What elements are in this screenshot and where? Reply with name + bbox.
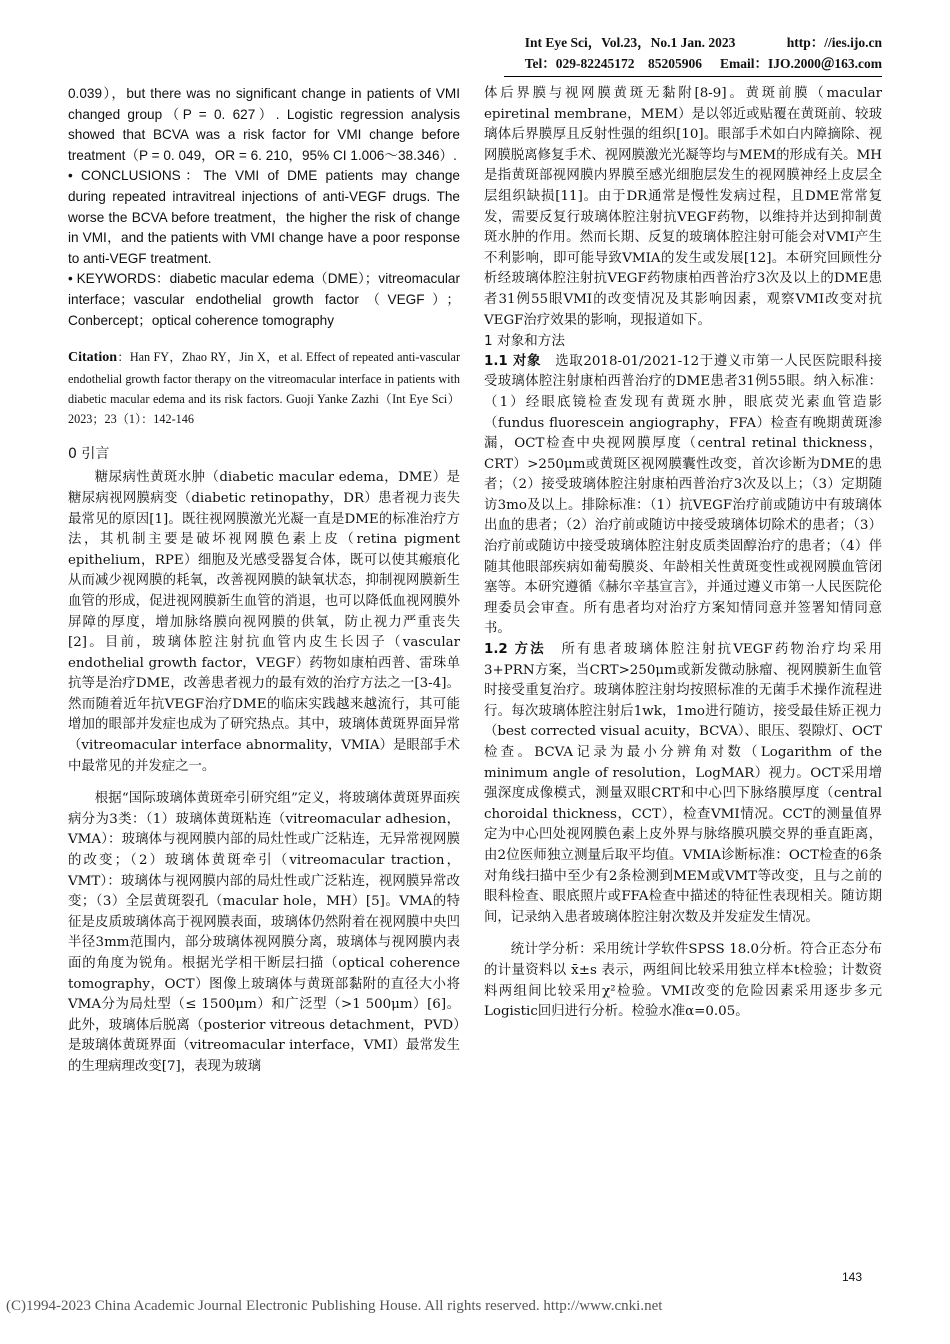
left-column [68, 84, 460, 1078]
methods-heading: 1 对象和方法 [484, 333, 565, 350]
citation-label: Citation [68, 350, 117, 366]
section-1-1 [484, 352, 882, 640]
intro-paragraph-1: 糖尿病性黄斑水肿（diabetic macular edema，DME）是糖尿病视网膜病变（diabetic retinopathy，DR）患者视力丧失最常见的原因[1]。既往视网膜激光光凝一直是DME的标准治疗方法，其机制主要是破坏视网膜色素上皮（retina pigment epithelium，RPE）细胞及光感受器复合体，既可以使其瘢痕化从而减少视网膜的耗氧，改善视网膜的缺氧状态，抑制视网膜新生血管的形成，促进视网膜新生血管的消退，也可以降低血视网膜外屏障的厚度，增加脉络膜向视网膜的供氧，防止视力严重丧失[2]。目前，玻璃体腔注射抗血管内皮生长因子（vascular endothelial growth factor，VEGF）药物如康柏西普、雷珠单抗等是治疗DME，改善患者视力的最有效的治疗方法之一[3-4]。然而随着近年抗VEGF治疗DME的临床实践越来越流行，其可能增加的眼部并发症也成为了研究热点。其中，玻璃体黄斑界面异常（vitreomacular interface abnormality，VMIA）是眼部手术中最常见的并发症之一。 [68, 470, 460, 774]
abstract-keywords: • KEYWORDS：diabetic macular edema（DME）；vitreomacular interface；vascular endothelial growth factor（VEGF）；Conbercept；optical coherence tomography [68, 271, 460, 328]
abstract-results-tail: 0.039），but there was no significant change in patients of VMI changed group（P = 0. 627）. Logistic regression analysis showed that BCVA was a risk factor for VMI change before treatment（P = 0. 049，OR = 6. 210，95% CI 1.006～38.346）. [68, 86, 460, 163]
section-1-1-text: 选取2018-01/2021-12于遵义市第一人民医院眼科接受玻璃体腔注射康柏西普治疗的DME患者31例55眼。纳入标准：（1）经眼底镜检查发现有黄斑水肿，眼底荧光素血管造影（fundus fluorescein angiography，FFA）检查有晚期黄斑渗漏，OCT检查中央视网膜厚度（central retinal thickness，CRT）>250μm或黄斑区视网膜囊性改变，首次诊断为DME的患者；（2）接受玻璃体腔注射康柏西普治疗3次及以上；（3）定期随访3mo及以上。排除标准：（1）抗VEGF治疗前或随访中有玻璃体出血的患者；（2）治疗前或随访中接受玻璃体切除术的患者；（3）治疗前或随访中接受玻璃体腔注射皮质类固醇治疗的患者；（4）伴随其他眼部疾病如葡萄膜炎、年龄相关性黄斑变性或视网膜血管闭塞等。本研究遵循《赫尔辛基宣言》，并通过遵义市第一人民医院伦理委员会审查。所有患者均对治疗方案知情同意并签署知情同意书。 [484, 353, 883, 637]
statistics-paragraph: 统计学分析：采用统计学软件SPSS 18.0分析。符合正态分布的计量资料以 x̄±s 表示，两组间比较采用独立样本t检验；计数资料两组间比较采用χ²检验。VMI改变的危险因素采用逐步多元Logistic回归进行分析。检验水准α=0.05。 [484, 942, 882, 1020]
right-column [484, 84, 882, 1023]
section-1-2-title: 1.2 方法 [484, 642, 546, 658]
section-1-2 [484, 640, 882, 928]
page-number: 143 [841, 1270, 862, 1284]
header-divider [504, 76, 882, 77]
journal-info: Int Eye Sci，Vol.23，No.1 Jan. 2023 [524, 35, 736, 50]
intro-paragraph-2: 根据“国际玻璃体黄斑牵引研究组”定义，将玻璃体黄斑界面疾病分为3类：（1）玻璃体黄斑粘连（vitreomacular adhesion，VMA）：玻璃体与视网膜内部的局灶性或广泛粘连，无异常视网膜的改变；（2）玻璃体黄斑牵引（vitreomacular traction，VMT）：玻璃体与视网膜内部的局灶性或广泛粘连，视网膜异常改变；（3）全层黄斑裂孔（macular hole，MH）[5]。VMA的特征是皮质玻璃体高于视网膜表面，玻璃体仍然附着在视网膜中央凹半径3mm范围内，部分玻璃体视网膜分离，玻璃体与视网膜内表面的角度为锐角。根据光学相干断层扫描（optical coherence tomography，OCT）图像上玻璃体与黄斑部黏附的直径大小将VMA分为局灶型（≤ 1500μm）和广泛型（>1 500μm）[6]。此外，玻璃体后脱离（posterior vitreous detachment，PVD）是玻璃体黄斑界面（vitreomacular interface，VMI）最常发生的生理病理改变[7]，表现为玻璃 [68, 791, 460, 1074]
copyright-footer: (C)1994-2023 China Academic Journal Electronic Publishing House. All rights reserved. http://www.cnki.net [6, 1298, 663, 1314]
journal-url[interactable]: http：//ies.ijo.cn [786, 35, 882, 50]
intro-paragraph-3: 体后界膜与视网膜黄斑无黏附[8-9]。黄斑前膜（macular epiretinal membrane，MEM）是以邻近或贴覆在黄斑前、较玻璃体后界膜厚且反射性强的组织[10]。眼部手术如白内障摘除、视网膜脱离修复手术、视网膜激光光凝等均与MEM的形成有关。MH是指黄斑部视网膜内界膜至感光细胞层发生的视网膜神经上皮层全层组织缺损[11]。由于DR通常是慢性发病过程，且DME常常复发，需要反复行玻璃体腔注射抗VEGF药物，以维持并达到抑制黄斑水肿的作用。然而长期、反复的玻璃体腔注射可能会对VMI产生不利影响，即可能导致VMIA的发生或发展[12]。本研究回顾性分析经玻璃体腔注射抗VEGF药物康柏西普治疗3次及以上的DME患者31例55眼VMI的改变情况及其影响因素，观察VMI改变对抗VEGF治疗效果的影响，现报道如下。 [484, 86, 882, 328]
intro-heading: 0 引言 [68, 445, 110, 462]
abstract-conclusions: • CONCLUSIONS：The VMI of DME patients may change during repeated intravitreal injections of anti-VEGF drugs. The worse the BCVA before treatment，the higher the risk of change in VMI，and the patients with VMI change have a poor response to anti-VEGF treatment. [68, 168, 460, 266]
section-1-2-text: 所有患者玻璃体腔注射抗VEGF药物治疗均采用3+PRN方案，当CRT>250μm或新发微动脉瘤、视网膜新生血管时接受重复治疗。玻璃体腔注射均按照标准的无菌手术操作流程进行。每次玻璃体腔注射后1wk，1mo进行随访，接受最佳矫正视力（best corrected visual acuity，BCVA）、眼压、裂隙灯、OCT检查。BCVA记录为最小分辨角对数（Logarithm of the minimum angle of resolution，LogMAR）视力。OCT采用增强深度成像模式，测量双眼CRT和中心凹下脉络膜厚度（central choroidal thickness，CCT），检查VMI情况。CCT的测量值界定为中心凹处视网膜色素上皮外界与脉络膜巩膜交界的垂直距离，由2位医师独立测量后取平均值。VMIA诊断标准：OCT检查的6条对角线扫描中至少有2条检测到MEM或VMT等改变，且与之前的眼科检查、眼底照片或FFA检查中描述的特征性表现相关。随访期间，记录纳入患者玻璃体腔注射次数及并发症发生情况。 [484, 642, 882, 925]
citation-block [68, 347, 460, 430]
journal-email[interactable]: Email：IJO.2000＠163.com [720, 56, 882, 71]
journal-tel: Tel：029-82245172 85205906 [524, 56, 702, 71]
running-header [525, 32, 882, 74]
english-abstract [68, 84, 460, 331]
citation-text: ：Han FY，Zhao RY，Jin X，et al. Effect of repeated anti-vascular endothelial growth factor therapy on the vitreomacular interface in patients with diabetic macular edema and its risk factors. Guoji Yanke Zazhi（Int Eye Sci）2023；23（1）：142-146 [68, 350, 460, 427]
section-1-1-title: 1.1 对象 [484, 353, 542, 369]
